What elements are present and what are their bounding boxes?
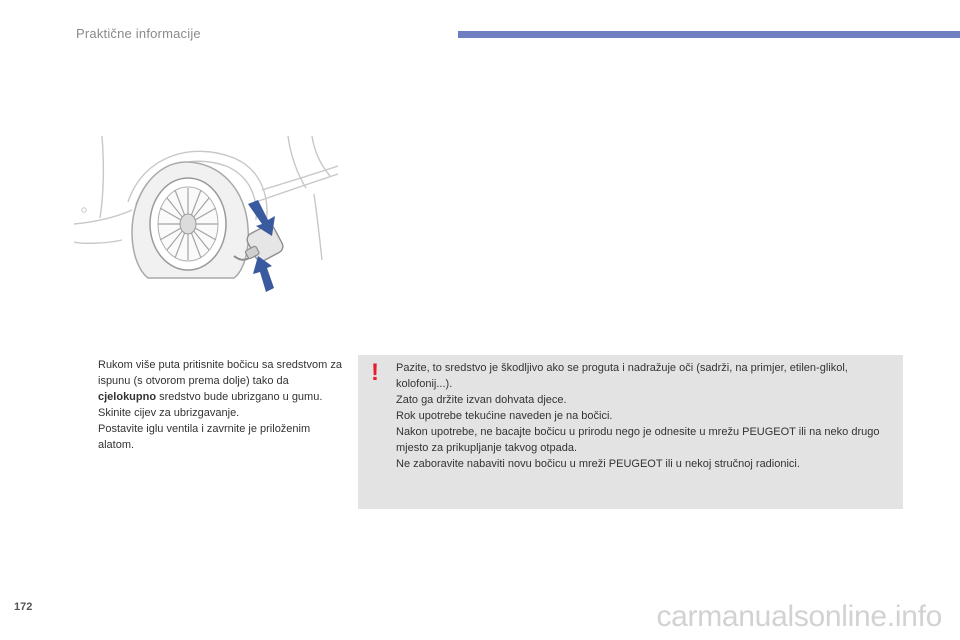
- watermark-text: carmanualsonline.info: [656, 600, 942, 633]
- instruction-step: Postavite iglu ventila i zavrnite je priloženim alatom.: [98, 423, 311, 451]
- warning-line: Rok upotrebe tekućine naveden je na bočici.: [396, 410, 613, 422]
- warning-line: Nakon upotrebe, ne bacajte bočicu u prirodu nego je odnesite u mrežu PEUGEOT ili na neko drugo mjesto za prikupljanje takvog otpada.: [396, 426, 880, 454]
- header-accent-bar: [458, 31, 960, 38]
- warning-box: [358, 355, 903, 509]
- warning-line: Pazite, to sredstvo je škodljivo ako se proguta i nadražuje oči (sadrži, na primjer, etilen-glikol, kolofonij...).: [396, 362, 848, 390]
- instruction-step: Rukom više puta pritisnite bočicu sa sredstvom za ispunu (s otvorom prema dolje) tako da cjelokupno sredstvo bude ubrizgano u gumu.: [98, 359, 342, 403]
- instruction-step: Skinite cijev za ubrizgavanje.: [98, 407, 240, 419]
- flat-tyre-illustration: [74, 132, 338, 304]
- warning-line: Zato ga držite izvan dohvata djece.: [396, 394, 567, 406]
- instruction-list: [76, 357, 344, 453]
- page-header-title: Praktične informacije: [76, 26, 201, 41]
- warning-line: Ne zaboravite nabaviti novu bočicu u mreži PEUGEOT ili u nekoj stručnoj radionici.: [396, 458, 800, 470]
- emphasis-text: cjelokupno: [98, 391, 157, 403]
- page-number: 172: [14, 601, 33, 613]
- warning-icon: !: [371, 359, 379, 386]
- warning-text: [396, 360, 891, 472]
- tyre-icon: [132, 162, 248, 278]
